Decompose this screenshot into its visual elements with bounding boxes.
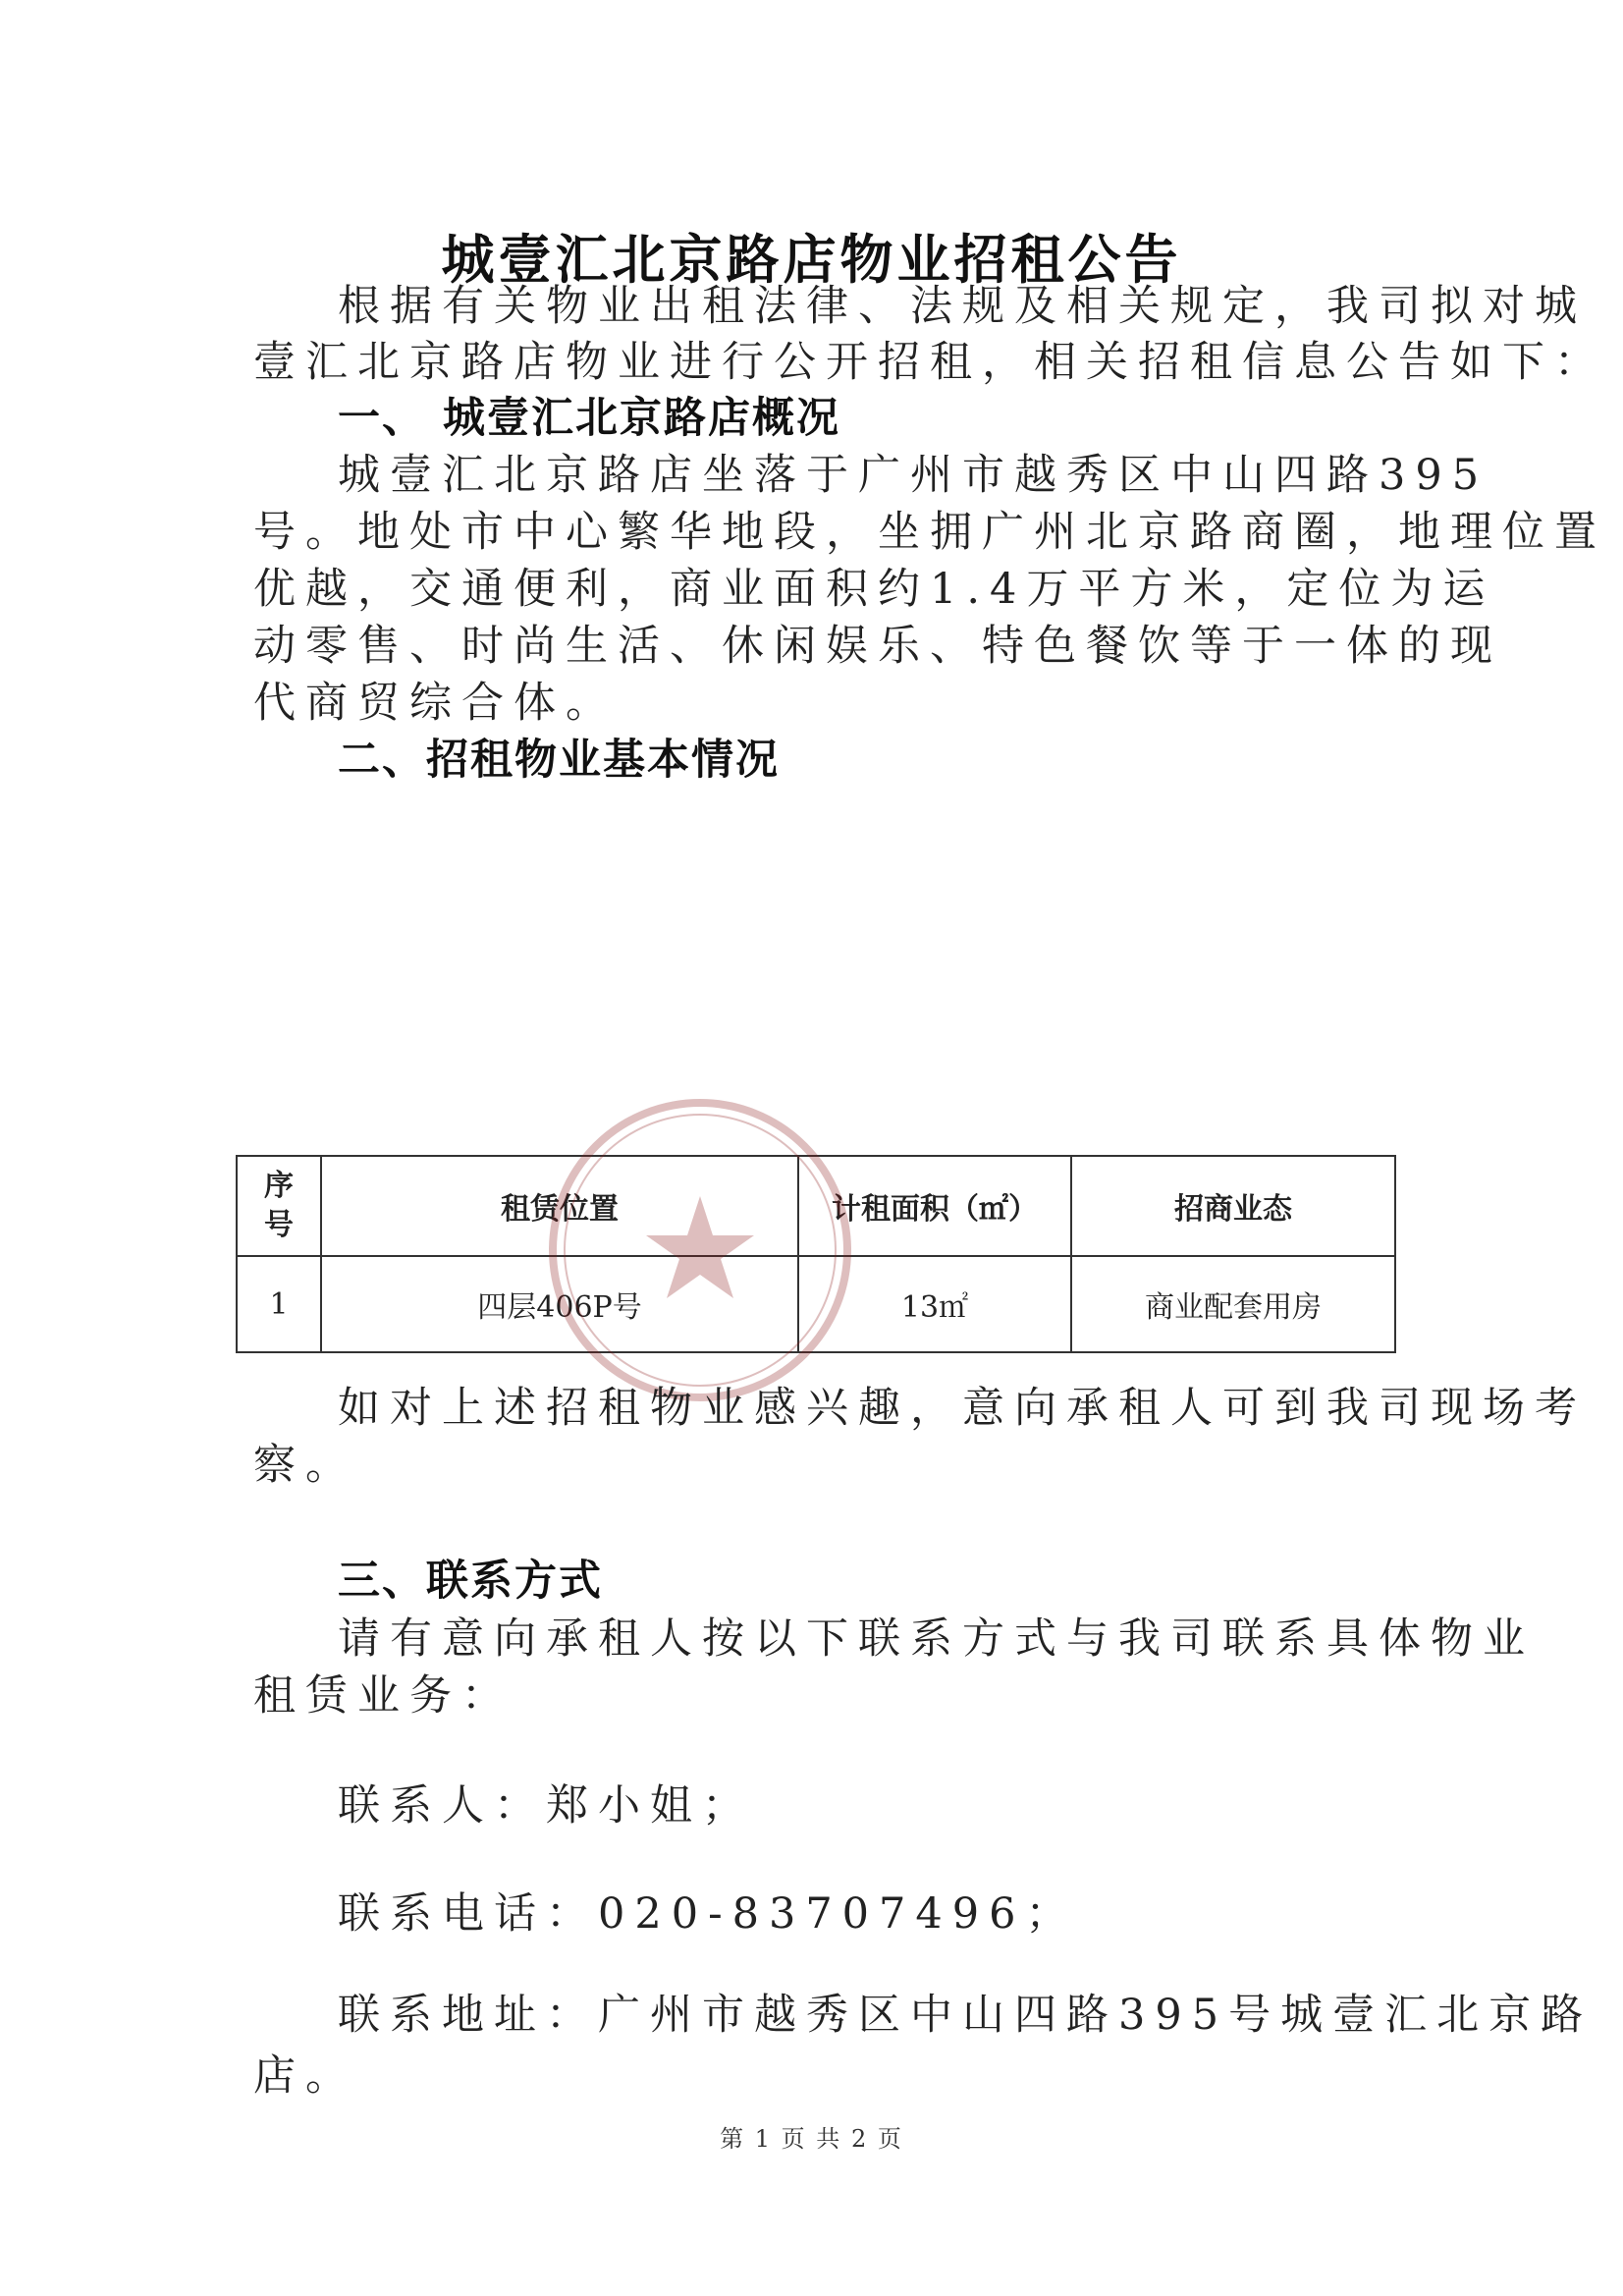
- page-footer: 第 1 页 共 2 页: [720, 2125, 903, 2153]
- contact-phone: 联系电话：020-83707496；: [338, 1889, 1078, 1939]
- contact-address-line: 店。: [253, 2051, 357, 2101]
- section-2-after-line: 如对上述招租物业感兴趣，意向承租人可到我司现场考: [338, 1384, 1587, 1433]
- section-3-line: 租赁业务：: [253, 1671, 514, 1721]
- intro-line-1: 根据有关物业出租法律、法规及相关规定，我司拟对城: [338, 282, 1587, 331]
- section-1-line: 城壹汇北京路店坐落于广州市越秀区中山四路395: [338, 451, 1489, 500]
- intro-line-2: 壹汇北京路店物业进行公开招租，相关招租信息公告如下：: [253, 338, 1606, 387]
- table-header-location: 租赁位置: [501, 1192, 619, 1227]
- table-cell-area: 13㎡: [900, 1290, 969, 1325]
- section-1-line: 动零售、时尚生活、休闲娱乐、特色餐饮等于一体的现: [253, 622, 1502, 671]
- section-3-heading: 三、联系方式: [338, 1557, 603, 1606]
- section-3-line: 请有意向承租人按以下联系方式与我司联系具体物业: [338, 1614, 1535, 1664]
- table-cell-business-type: 商业配套用房: [1145, 1290, 1322, 1325]
- section-1-line: 优越，交通便利，商业面积约1.4万平方米，定位为运: [253, 565, 1495, 614]
- contact-person: 联系人：郑小姐；: [338, 1781, 754, 1831]
- table-cell-location: 四层406P号: [477, 1290, 642, 1325]
- table-header-business-type: 招商业态: [1174, 1192, 1292, 1227]
- section-1-heading: 一、 城壹汇北京路店概况: [338, 394, 840, 443]
- table-cell-index: 1: [269, 1286, 289, 1322]
- section-2-heading: 二、招租物业基本情况: [338, 736, 780, 785]
- property-table: [236, 1155, 1396, 1353]
- section-1-line: 代商贸综合体。: [253, 679, 618, 728]
- section-2-after-line: 察。: [253, 1441, 357, 1490]
- table-header-index: 序号: [264, 1169, 294, 1242]
- page-title: 城壹汇北京路店物业招租公告: [441, 229, 1182, 291]
- table-header-area: 计租面积（㎡）: [832, 1192, 1038, 1227]
- contact-address-line: 联系地址：广州市越秀区中山四路395号城壹汇北京路: [338, 1991, 1594, 2040]
- section-1-line: 号。地处市中心繁华地段，坐拥广州北京路商圈，地理位置: [253, 508, 1606, 557]
